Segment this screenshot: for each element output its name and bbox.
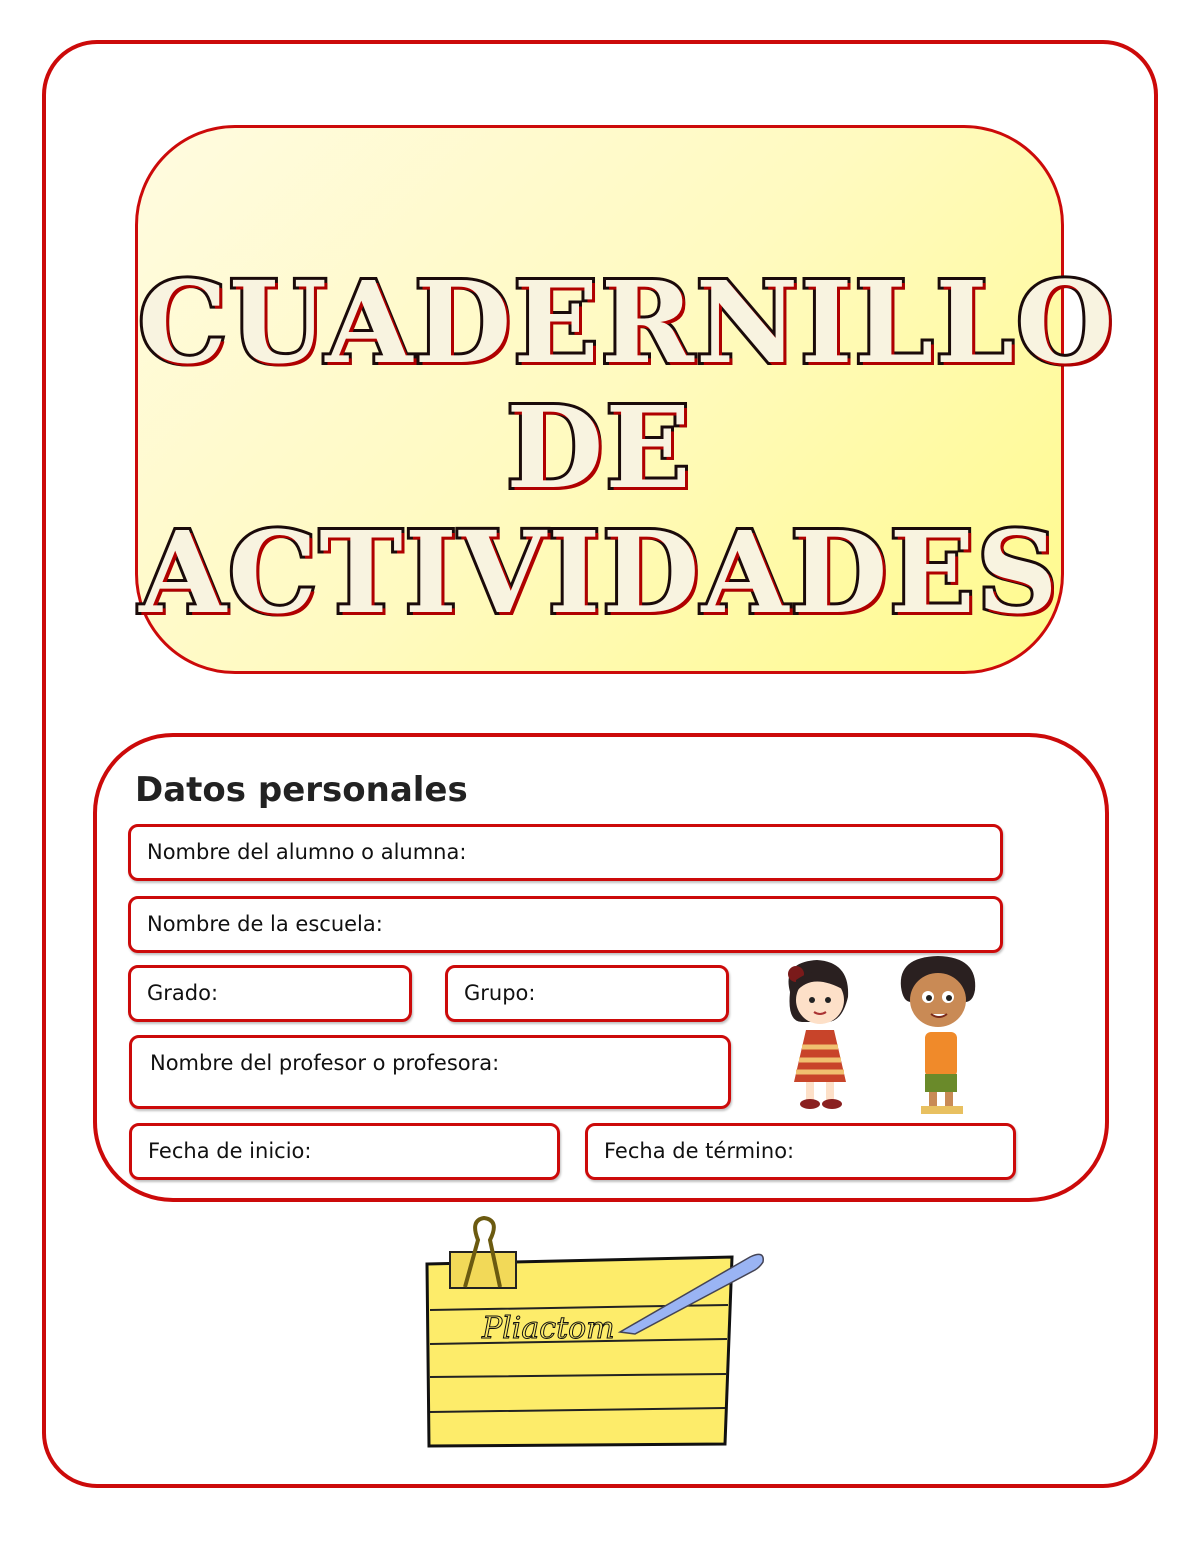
title-line-1: CUADERNILLO [138, 258, 1116, 389]
end-date-field[interactable] [585, 1123, 1016, 1180]
girl-illustration [772, 952, 862, 1112]
binder-clip-icon [450, 1252, 516, 1288]
start-date-label: Fecha de inicio: [148, 1139, 312, 1163]
grade-field[interactable] [128, 965, 412, 1022]
boy-illustration [893, 952, 983, 1117]
end-date-label: Fecha de término: [604, 1139, 795, 1163]
school-name-field[interactable] [128, 896, 1003, 953]
start-date-field[interactable] [129, 1123, 560, 1180]
notepad-handwriting: Pliactom [482, 1311, 615, 1346]
title-box [135, 125, 1116, 674]
teacher-name-label: Nombre del profesor o profesora: [150, 1051, 500, 1075]
teacher-name-field[interactable] [129, 1035, 731, 1109]
student-name-label: Nombre del alumno o alumna: [147, 840, 467, 864]
title-line-3: ACTIVIDADES [139, 508, 1060, 639]
student-name-field[interactable] [128, 824, 1003, 881]
notepad-illustration [420, 1212, 780, 1452]
group-label: Grupo: [464, 981, 536, 1005]
title-line-2: DE [506, 383, 693, 514]
personal-data-heading: Datos personales [135, 770, 468, 810]
group-field[interactable] [445, 965, 729, 1022]
school-name-label: Nombre de la escuela: [147, 912, 383, 936]
grade-label: Grado: [147, 981, 219, 1005]
